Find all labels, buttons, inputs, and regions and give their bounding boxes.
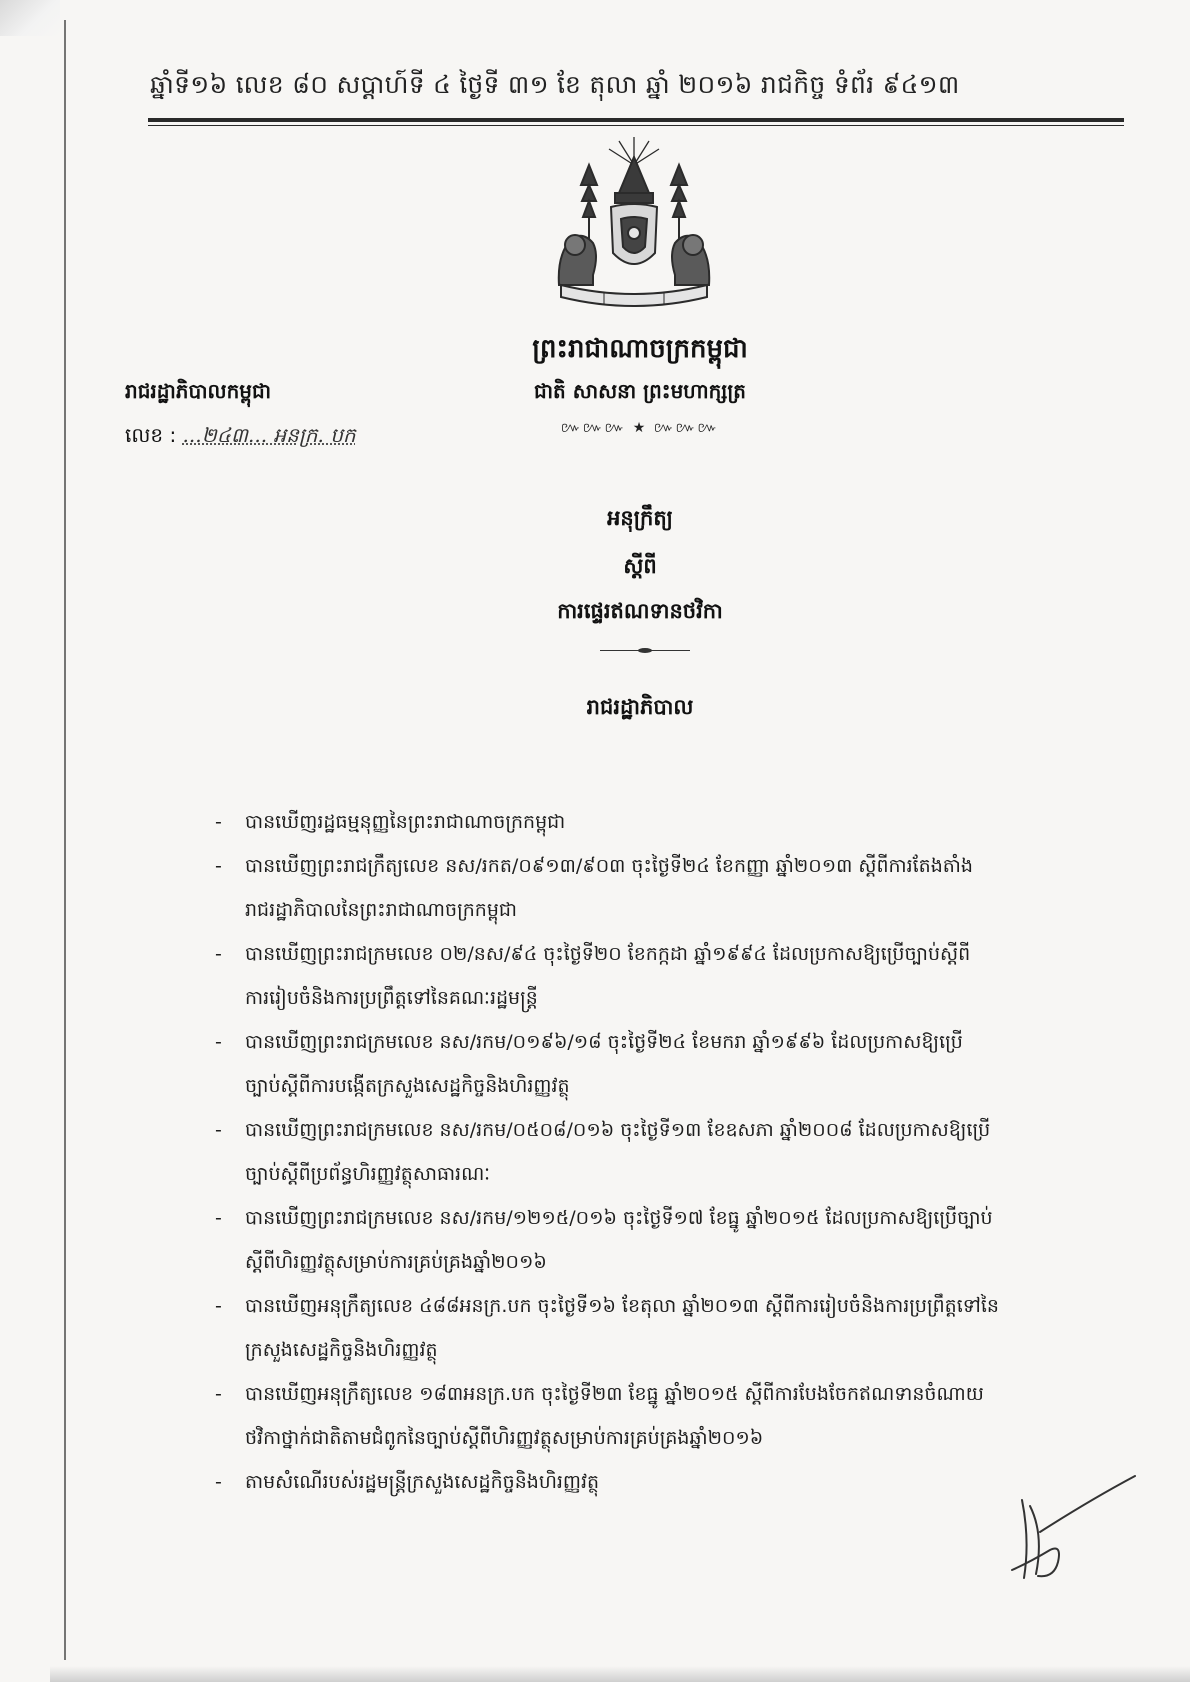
clause-continuation: ស្តីពីហិរញ្ញវត្ថុសម្រាប់ការគ្រប់គ្រងឆ្នាំ២០១៦ [245, 1251, 547, 1273]
ornament-divider: ៚៚៚ ★ ៚៚៚ [560, 420, 720, 436]
document-number-label: លេខ : [125, 423, 177, 447]
page-fold [0, 0, 60, 36]
clause-continuation: ការរៀបចំនិងការប្រព្រឹត្តទៅនៃគណៈរដ្ឋមន្ត្រី [245, 987, 538, 1009]
kingdom-title: ព្រះរាជាណាចក្រកម្ពុជា [532, 334, 748, 364]
clause-item: - បានឃើញព្រះរាជក្រឹត្យលេខ នស/រកត/០៩១៣/៩០៣ ចុះថ្ងៃទី២៤ ខែកញ្ញា ឆ្នាំ២០១៣ ស្តីពីការតែងតាំង [215, 855, 973, 877]
clause-item: - បានឃើញព្រះរាជក្រមលេខ ០២/នស/៩៤ ចុះថ្ងៃទី២០ ខែកក្កដា ឆ្នាំ១៩៩៤ ដែលប្រកាសឱ្យប្រើច្បាប់ស្តីពី [215, 943, 971, 965]
clause-continuation: ក្រសួងសេដ្ឋកិច្ចនិងហិរញ្ញវត្ថុ [245, 1339, 438, 1361]
header-rule [148, 118, 1124, 122]
page-bottom-shadow [50, 1666, 1190, 1682]
preamble-clauses [215, 800, 1095, 1504]
clause-continuation: ថវិកាថ្នាក់ជាតិតាមជំពូកនៃច្បាប់ស្តីពីហិរញ្ញវត្ថុសម្រាប់ការគ្រប់គ្រងឆ្នាំ២០១៦ [245, 1427, 764, 1449]
decree-title: អនុក្រឹត្យ [607, 505, 673, 530]
clause-continuation: ច្បាប់ស្តីពីប្រព័ន្ធហិរញ្ញវត្ថុសាធារណៈ [245, 1163, 491, 1185]
gazette-header: ឆ្នាំទី១៦ លេខ ៨០ សប្តាហ៍ទី ៤ ថ្ងៃទី ៣១ ខែ តុលា ឆ្នាំ ២០១៦ រាជកិច្ច ទំព័រ ៩៤១៣ [150, 70, 960, 99]
clause-item: - បានឃើញព្រះរាជក្រមលេខ នស/រកម/១២១៥/០១៦ ចុះថ្ងៃទី១៧ ខែធ្នូ ឆ្នាំ២០១៥ ដែលប្រកាសឱ្យប្រើច្បាប់ [215, 1207, 993, 1229]
royal-emblem-icon [549, 135, 719, 315]
clause-item: - បានឃើញអនុក្រឹត្យលេខ ១៨៣អនក្រ.បក ចុះថ្ងៃទី២៣ ខែធ្នូ ឆ្នាំ២០១៥ ស្តីពីការបែងចែកឥណទានចំណាយ [215, 1383, 984, 1405]
decree-about: ស្តីពី [623, 553, 657, 578]
issuing-authority: រាជរដ្ឋាភិបាលកម្ពុជា [125, 379, 271, 403]
clause-item: - បានឃើញអនុក្រឹត្យលេខ ៤៨៨អនក្រ.បក ចុះថ្ងៃទី១៦ ខែតុលា ឆ្នាំ២០១៣ ស្តីពីការរៀបចំនិងការប្រព្រឹត្តទៅនៃ [215, 1295, 999, 1317]
document-number [125, 422, 445, 452]
national-motto: ជាតិ សាសនា ព្រះមហាក្សត្រ [534, 379, 746, 403]
header-rule-thin [148, 125, 1124, 126]
clause-item: - បានឃើញព្រះរាជក្រមលេខ នស/រកម/០៥០៨/០១៦ ចុះថ្ងៃទី១៣ ខែឧសភា ឆ្នាំ២០០៨ ដែលប្រកាសឱ្យប្រើ [215, 1119, 991, 1141]
clause-continuation: ច្បាប់ស្តីពីការបង្កើតក្រសួងសេដ្ឋកិច្ចនិងហិរញ្ញវត្ថុ [245, 1075, 570, 1097]
clause-item: - បានឃើញរដ្ឋធម្មនុញ្ញនៃព្រះរាជាណាចក្រកម្ពុជា [215, 811, 566, 833]
clause-continuation: រាជរដ្ឋាភិបាលនៃព្រះរាជាណាចក្រកម្ពុជា [245, 899, 518, 921]
title-divider [600, 650, 690, 651]
clause-item: - តាមសំណើរបស់រដ្ឋមន្ត្រីក្រសួងសេដ្ឋកិច្ចនិងហិរញ្ញវត្ថុ [215, 1471, 600, 1493]
clause-item: - បានឃើញព្រះរាជក្រមលេខ នស/រកម/០១៩៦/១៨ ចុះថ្ងៃទី២៤ ខែមករា ឆ្នាំ១៩៩៦ ដែលប្រកាសឱ្យប្រើ [215, 1031, 963, 1053]
binding-edge [64, 20, 66, 1660]
government-heading: រាជរដ្ឋាភិបាល [586, 694, 694, 719]
decree-subject: ការផ្ទេរឥណទានថវិកា [557, 598, 723, 623]
initial-signature-icon [1000, 1470, 1140, 1590]
document-number-value: ...២៤៣... អនក្រ. បក [182, 423, 356, 447]
